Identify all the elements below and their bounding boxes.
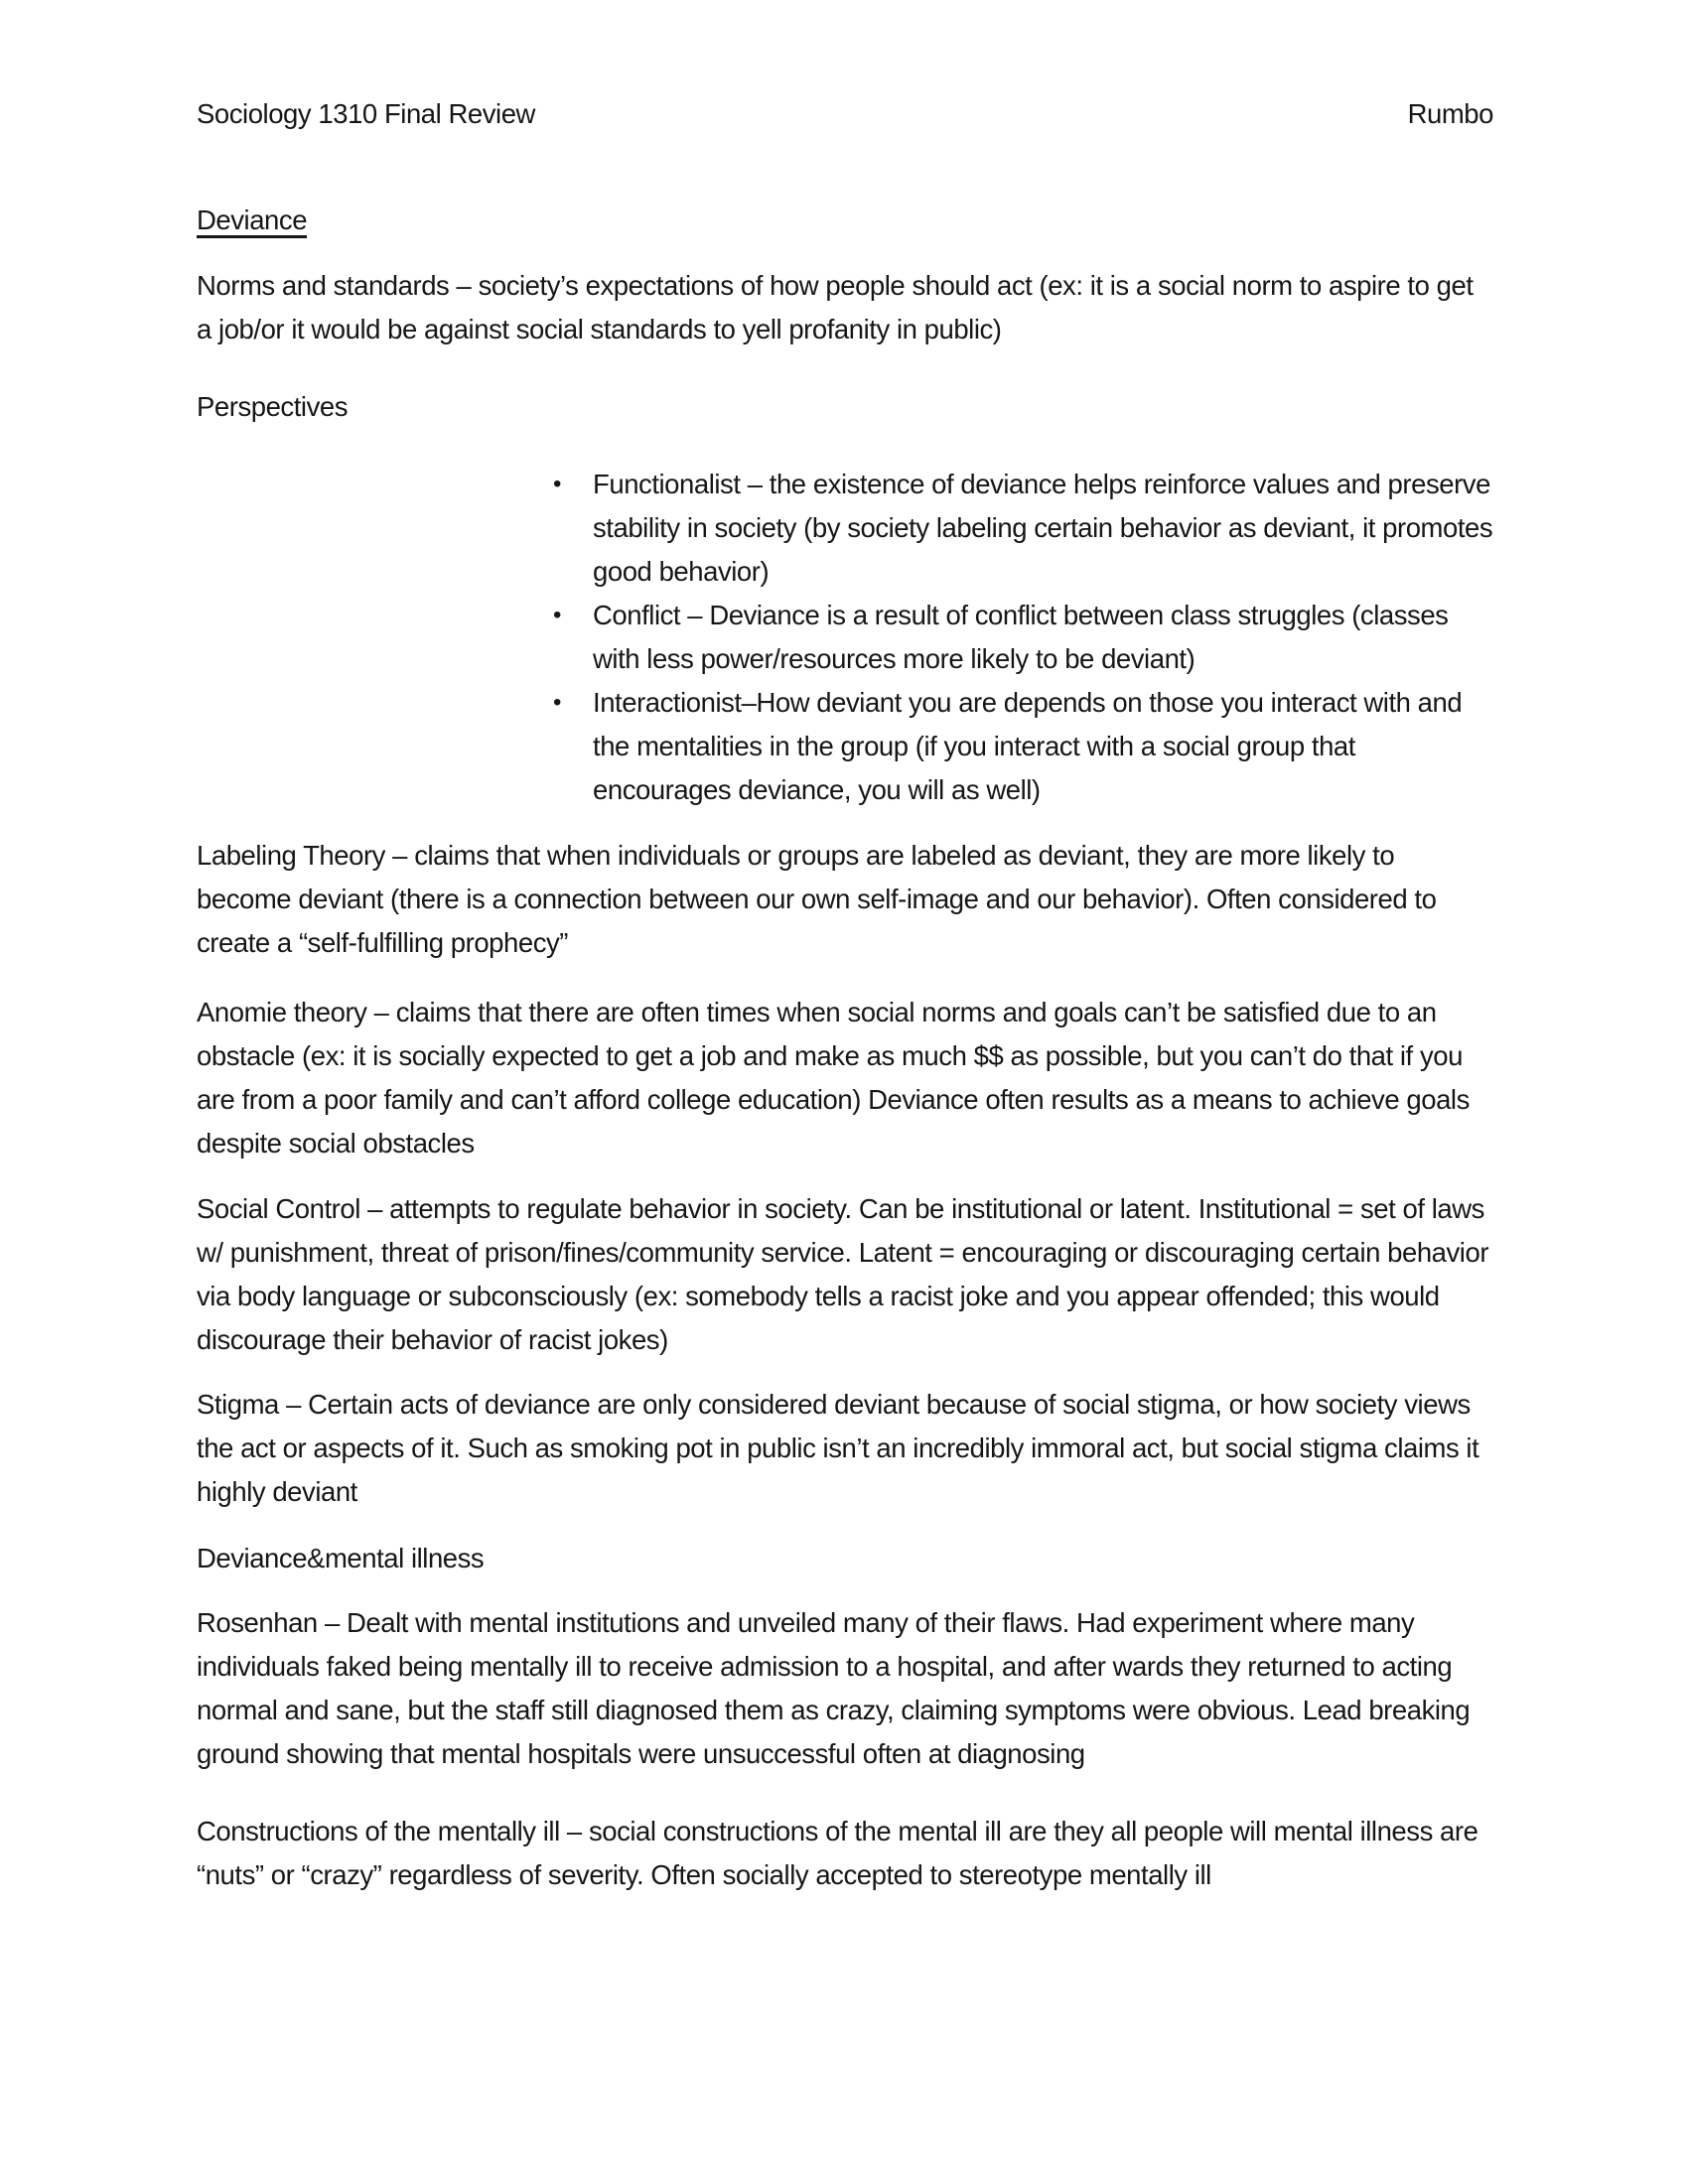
para-labeling-theory: Labeling Theory – claims that when individuals or groups are labeled as deviant, they are more likely to become deviant (there is a connection between our own self-image and our behavior). Often considered to create a “self-fulfilling prophecy”: [197, 840, 1437, 958]
para-anomie-theory: Anomie theory – claims that there are often times when social norms and goals can’t be satisfied due to an obstacle (ex: it is socially expected to get a job and make as much $$ as possible, but you can’t do that if you are from a poor family and can’t afford college education) Deviance often results as a means to achieve goals despite social obstacles: [197, 997, 1470, 1159]
bullet-icon: •: [553, 471, 561, 497]
para-social-control: Social Control – attempts to regulate behavior in society. Can be institutional or latent. Institutional = set of laws w/ punishment, threat of prison/fines/community service. Latent = encouraging or discouraging certain behavior via body language or subconsciously (ex: somebody tells a racist joke and you appear offended; this would discourage their behavior of racist jokes): [197, 1193, 1489, 1355]
document-header: [197, 92, 1493, 136]
section-heading-deviance: Deviance: [197, 205, 308, 235]
subsection-heading-deviance-mental-illness: Deviance&mental illness: [197, 1543, 485, 1573]
bullet-icon: •: [553, 689, 561, 716]
para-perspectives-heading: Perspectives: [197, 391, 349, 422]
list-item: [553, 594, 1493, 681]
para-rosenhan: Rosenhan – Dealt with mental institutions and unveiled many of their flaws. Had experiment where many individuals faked being mentally ill to receive admission to a hospital, and after wards they returned to acting normal and sane, but the staff still diagnosed them as crazy, claiming symptoms were obvious. Lead breaking ground showing that mental hospitals were unsuccessful often at diagnosing: [197, 1607, 1471, 1769]
perspectives-bullet-list: [197, 463, 1493, 812]
document-title: Sociology 1310 Final Review: [197, 98, 535, 129]
list-item: [553, 681, 1493, 812]
bullet-conflict: Conflict – Deviance is a result of conflict between class struggles (classes with less power/resources more likely to be deviant): [593, 600, 1449, 674]
bullet-interactionist: Interactionist–How deviant you are depends on those you interact with and the mentalities in the group (if you interact with a social group that encourages deviance, you will as well): [593, 687, 1463, 805]
para-stigma: Stigma – Certain acts of deviance are only considered deviant because of social stigma, or how society views the act or aspects of it. Such as smoking pot in public isn’t an incredibly immoral act, but social stigma claims it highly deviant: [197, 1389, 1479, 1507]
author-name: Rumbo: [1407, 98, 1493, 129]
bullet-icon: •: [553, 602, 561, 628]
para-constructions-mentally-ill: Constructions of the mentally ill – social constructions of the mental ill are they all people will mental illness are “nuts” or “crazy” regardless of severity. Often socially accepted to stereotype mentally ill: [197, 1816, 1478, 1890]
list-item: [553, 463, 1493, 594]
para-norms-and-standards: Norms and standards – society’s expectations of how people should act (ex: it is a social norm to aspire to get a job/or it would be against social standards to yell profanity in public): [197, 270, 1474, 344]
bullet-functionalist: Functionalist – the existence of deviance helps reinforce values and preserve stability in society (by society labeling certain behavior as deviant, it promotes good behavior): [593, 469, 1493, 587]
